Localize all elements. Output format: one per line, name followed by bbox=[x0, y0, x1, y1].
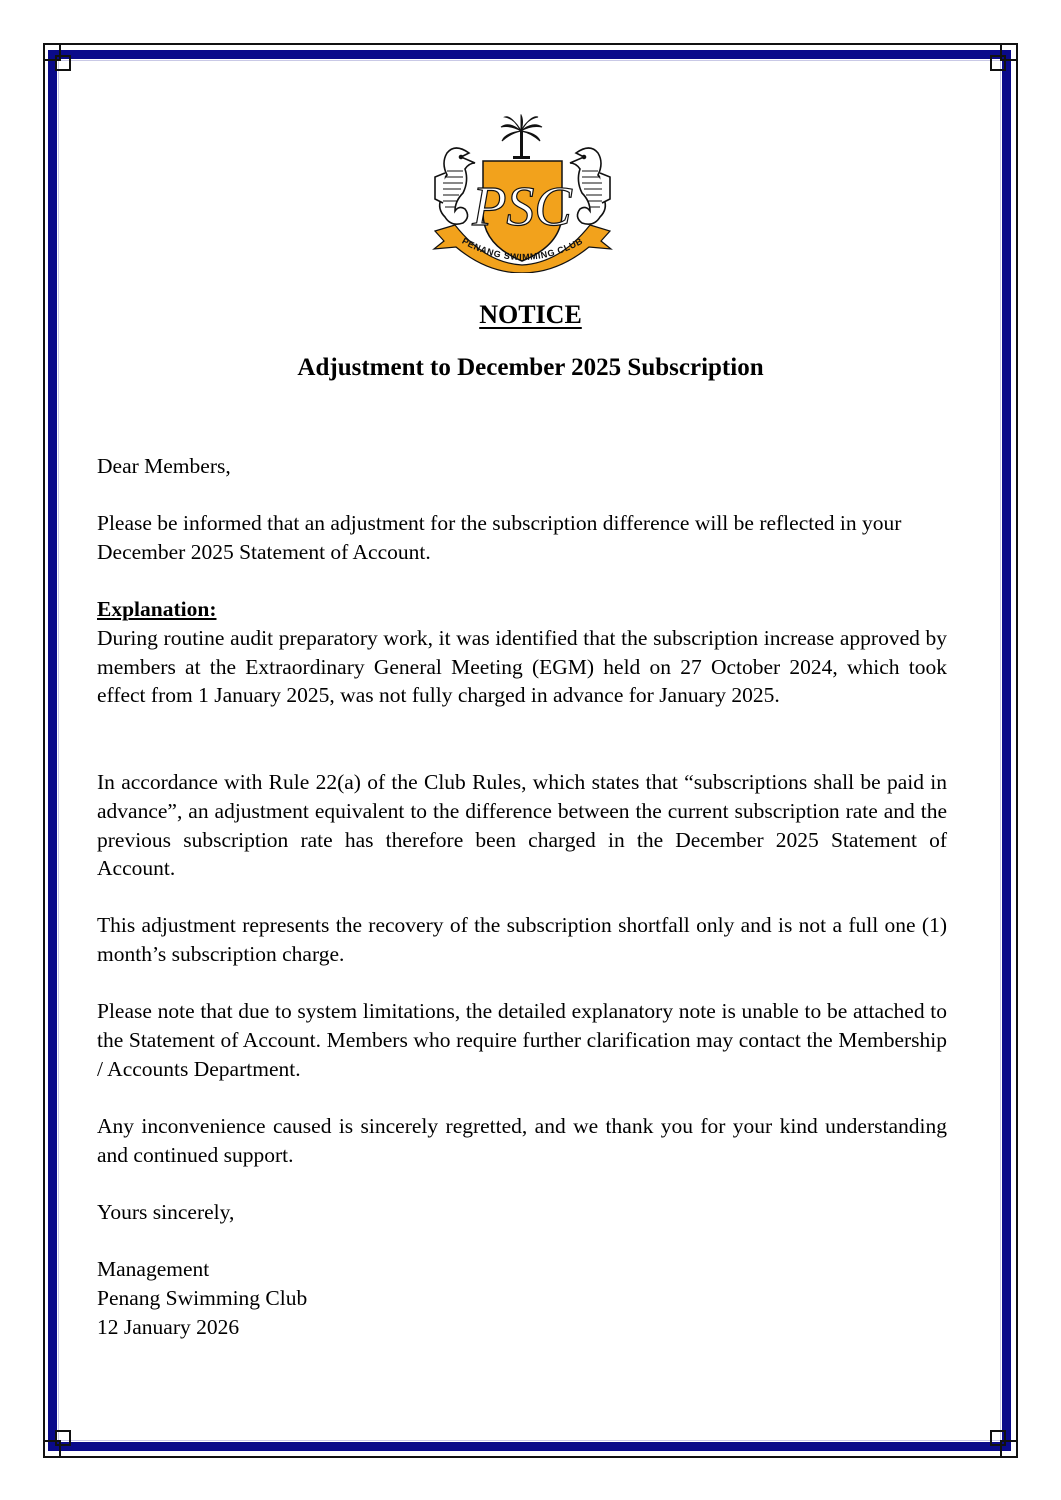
salutation-text: Dear Members, bbox=[97, 454, 231, 478]
intro-text: Please be informed that an adjustment for the subscription difference will be reflected in your December 2025 Statement of Account. bbox=[97, 511, 902, 564]
apology-paragraph bbox=[97, 1112, 947, 1170]
signatory: Management bbox=[97, 1257, 210, 1281]
closing bbox=[97, 1198, 947, 1227]
organization-name: Penang Swimming Club bbox=[97, 1285, 308, 1310]
apology-text: Any inconvenience caused is sincerely regretted, and we thank you for your kind understanding and continued support. bbox=[97, 1114, 947, 1167]
seahorse-right-icon bbox=[570, 148, 610, 224]
explanation-text: During routine audit preparatory work, it was identified that the subscription increase approved by members at the Extraordinary General Meeting (EGM) held on 27 October 2024, which took effect from 1 January 2025, was not fully charged in advance for January 2025. bbox=[97, 625, 947, 708]
corner-ornament-bottom-right-inner bbox=[990, 1430, 1006, 1446]
letter-date: 12 January 2026 bbox=[97, 1314, 240, 1339]
explanation-heading: Explanation: bbox=[97, 597, 217, 621]
monogram-text: PSC bbox=[472, 176, 572, 238]
closing-text: Yours sincerely, bbox=[97, 1200, 235, 1224]
seahorse-left-icon bbox=[435, 148, 475, 224]
explanation-section bbox=[97, 595, 947, 710]
rule-paragraph bbox=[97, 768, 947, 883]
shortfall-text: This adjustment represents the recovery of the subscription shortfall only and is not a full one (1) month’s subscription charge. bbox=[97, 913, 947, 966]
intro-paragraph bbox=[97, 509, 947, 567]
signature-block bbox=[97, 1255, 947, 1341]
system-text: Please note that due to system limitations, the detailed explanatory note is unable to be attached to the Statement of Account. Members who require further clarification may contact the Membership / Accounts Department. bbox=[97, 999, 947, 1081]
system-paragraph bbox=[97, 997, 947, 1083]
letter-salutation bbox=[97, 452, 947, 481]
notice-title: Adjustment to December 2025 Subscription bbox=[297, 354, 764, 381]
rule-text: In accordance with Rule 22(a) of the Club Rules, which states that “subscriptions shall be paid in advance”, an adjustment equivalent to the difference between the current subscription rate and the previous subscription rate has therefore been charged in the December 2025 Statement of Account. bbox=[97, 770, 947, 881]
corner-ornament-top-right-inner bbox=[990, 55, 1006, 71]
banner-text: PENANG SWIMMING CLUB bbox=[460, 235, 585, 263]
corner-ornament-bottom-left-inner bbox=[55, 1430, 71, 1446]
corner-ornament-top-left-inner bbox=[55, 55, 71, 71]
palm-tree-icon bbox=[501, 115, 542, 159]
notice-heading: NOTICE bbox=[479, 300, 582, 329]
shortfall-paragraph bbox=[97, 911, 947, 969]
club-crest-logo bbox=[425, 113, 620, 273]
